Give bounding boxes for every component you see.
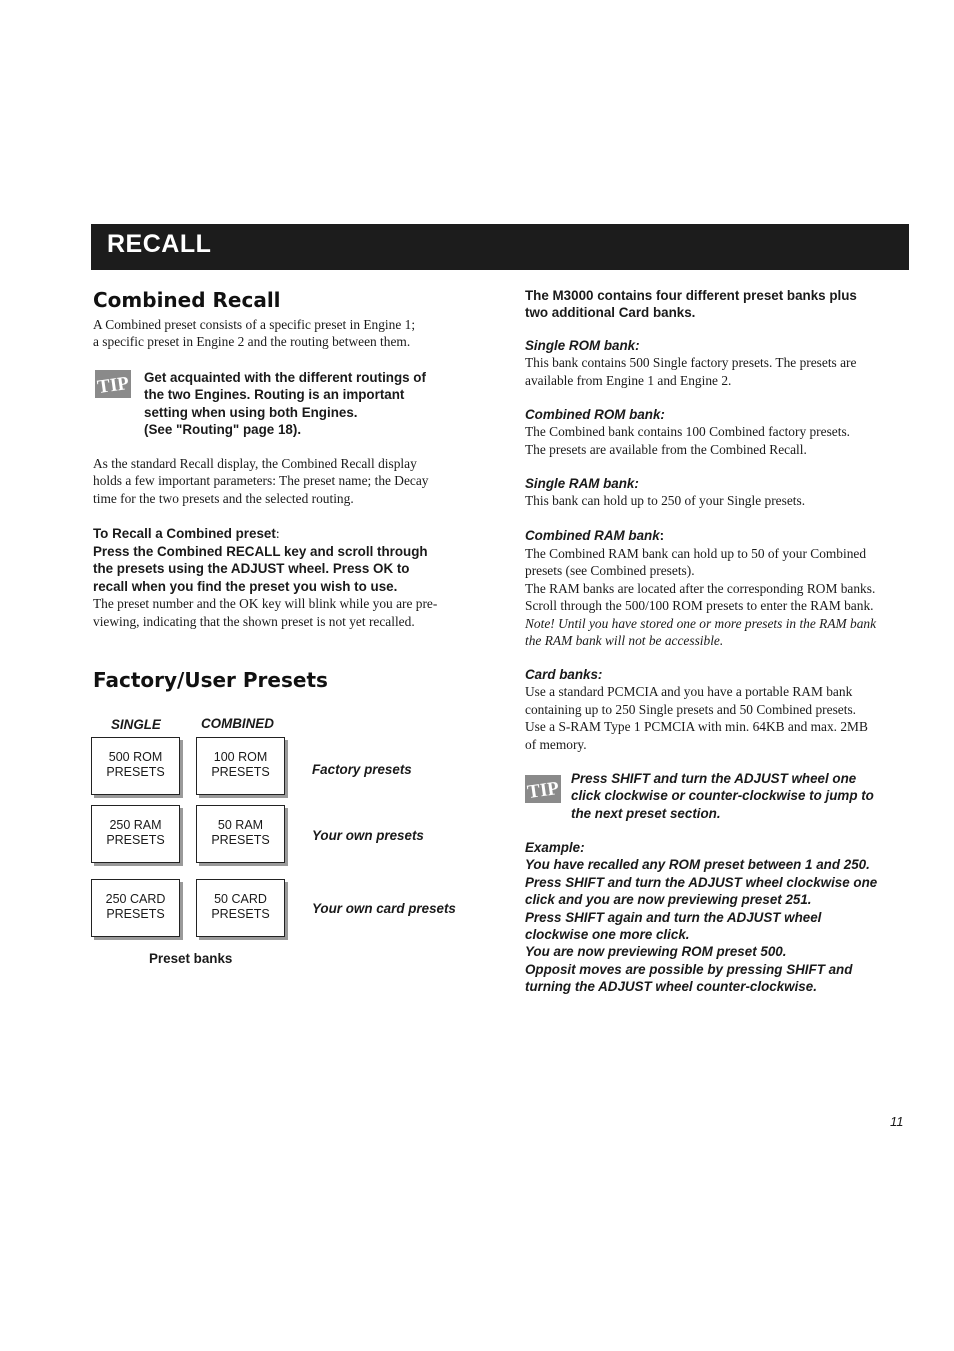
single-rom-box: 500 ROM PRESETS (91, 737, 180, 795)
single-column-header: SINGLE (111, 717, 161, 732)
combined-column-header: COMBINED (201, 716, 274, 731)
svg-text:TIP: TIP (96, 372, 131, 398)
section-title: RECALL (107, 230, 212, 258)
recall-howto: To Recall a Combined preset: Press the Combined RECALL key and scroll through the presets using the ADJUST wheel. Press OK to recall when you find the preset you wish to use. The preset number and the OK key will blink while you are pre- viewing, indicating that the shown preset is not yet recalled. (93, 526, 438, 629)
factory-presets-label: Factory presets (312, 762, 412, 777)
factory-user-presets-heading: Factory/User Presets (93, 668, 328, 692)
combined-ram-section: Combined RAM bank: The Combined RAM bank can hold up to 50 of your Combined presets (see Combined presets). The RAM banks are located after the corresponding ROM banks. Scroll through the 500/100 ROM presets to enter the RAM bank. Note! Until you have stored one or more presets in the RAM bank the RAM bank will not be accessible. (525, 528, 877, 649)
tip-routing: Get acquainted with the different routings of the two Engines. Routing is an important setting when using both Engines. (See "Routing" page 18). (144, 370, 426, 438)
single-rom-section: Single ROM bank: This bank contains 500 Single factory presets. The presets are available from Engine 1 and Engine 2. (525, 338, 857, 388)
combined-rom-section: Combined ROM bank: The Combined bank contains 100 Combined factory presets. The presets are available from the Combined Recall. (525, 407, 851, 457)
single-ram-section: Single RAM bank: This bank can hold up to 250 of your Single presets. (525, 476, 806, 509)
combined-display-paragraph: As the standard Recall display, the Combined Recall display holds a few important parameters: The preset name; the Decay time for the two presets and the selected routing. (93, 456, 429, 506)
banks-intro: The M3000 contains four different preset banks plus two additional Card banks. (525, 288, 857, 321)
combined-ram-box: 50 RAM PRESETS (196, 805, 285, 863)
tip-shift-adjust: Press SHIFT and turn the ADJUST wheel one click clockwise or counter-clockwise to jump to the next preset section. (571, 771, 874, 821)
tip-icon (95, 370, 131, 398)
preset-banks-caption: Preset banks (149, 951, 233, 966)
svg-text:TIP: TIP (526, 777, 561, 803)
card-banks-section: Card banks: Use a standard PCMCIA and you have a portable RAM bank containing up to 250 Single presets and 50 Combined presets. Use a S-RAM Type 1 PCMCIA with min. 64KB and max. 2MB of memory. (525, 667, 868, 752)
tip-icon (525, 775, 561, 803)
combined-recall-heading: Combined Recall (93, 288, 281, 312)
combined-card-box: 50 CARD PRESETS (196, 879, 285, 937)
section-banner (91, 224, 909, 270)
single-ram-box: 250 RAM PRESETS (91, 805, 180, 863)
own-presets-label: Your own presets (312, 828, 424, 843)
combined-rom-box: 100 ROM PRESETS (196, 737, 285, 795)
own-card-presets-label: Your own card presets (312, 901, 456, 916)
page-number: 11 (890, 1114, 904, 1129)
combined-intro: A Combined preset consists of a specific preset in Engine 1; a specific preset in Engine 2 and the routing between them. (93, 317, 416, 350)
example-section: Example: You have recalled any ROM preset between 1 and 250. Press SHIFT and turn the ADJUST wheel clockwise one click and you are now previewing preset 251. Press SHIFT again and turn the ADJUST wheel clockwise one more click. You are now previewing ROM preset 500. Opposit moves are possible by pressing SHIFT and turning the ADJUST wheel counter-clockwise. (525, 840, 878, 995)
single-card-box: 250 CARD PRESETS (91, 879, 180, 937)
